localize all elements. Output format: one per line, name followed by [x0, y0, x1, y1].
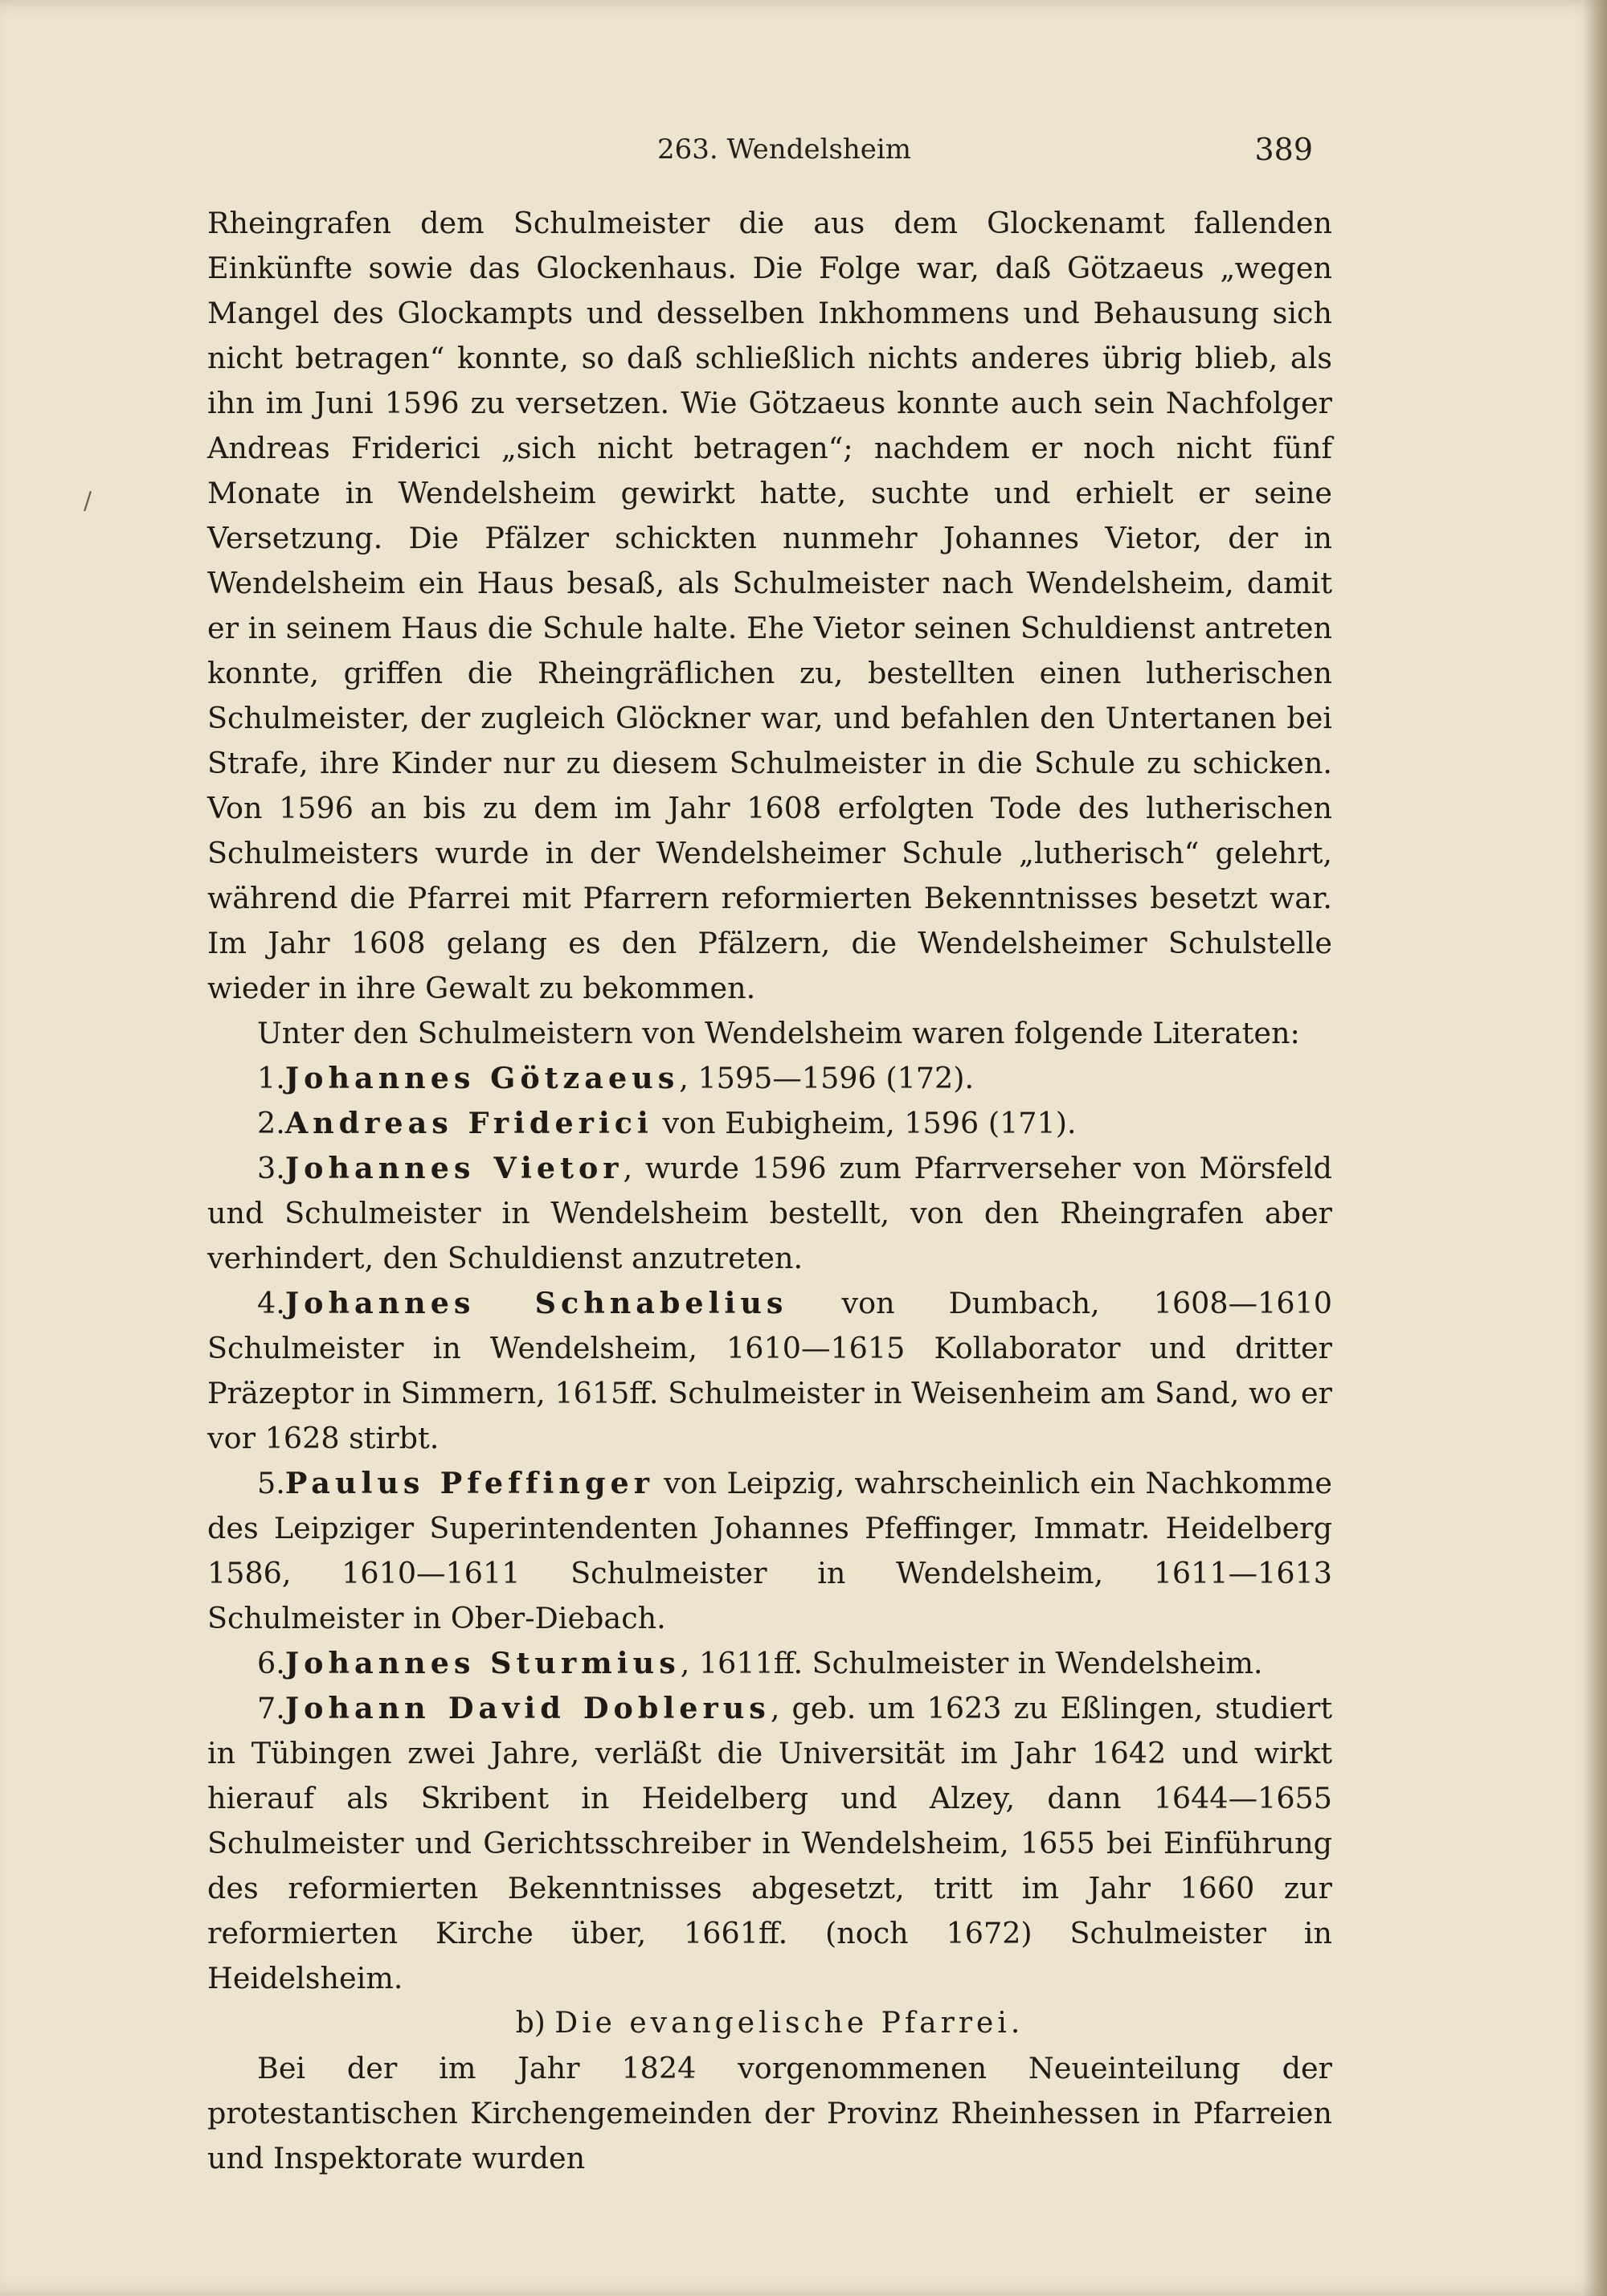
person-name: Johann David Doblerus — [284, 1691, 771, 1725]
person-name: Paulus Pfeffinger — [284, 1466, 654, 1500]
page-number: 389 — [1254, 132, 1313, 167]
person-name: Andreas Friderici — [284, 1106, 653, 1140]
section-heading — [207, 2001, 1332, 2046]
margin-mark: / — [84, 487, 92, 515]
paragraph-3: Bei der im Jahr 1824 vorgenommenen Neueinteilung der protestantischen Kirchengemeinden der Provinz Rheinhessen in Pfarreien und Inspektorate wurden — [207, 2051, 1332, 2175]
person-name: Johannes Vietor — [284, 1151, 624, 1185]
section-label: b) — [515, 2007, 546, 2040]
body-text — [207, 201, 1332, 2181]
section-title: Die evangelische Pfarrei. — [554, 2007, 1024, 2040]
person-name: Johannes Sturmius — [284, 1646, 681, 1680]
list-item: 5.Paulus Pfeffinger von Leipzig, wahrscheinlich ein Nachkomme des Leipziger Superintendenten Johannes Pfeffinger, Immatr. Heidelberg 1586, 1610—1611 Schulmeister in Wendelsheim, 1611—1613 Schulmeister in Ober-Diebach. — [207, 1466, 1332, 1635]
running-header — [207, 127, 1332, 175]
list-item: 2.Andreas Friderici von Eubigheim, 1596 (171). — [257, 1106, 1077, 1140]
person-name: Johannes Schnabelius — [284, 1286, 788, 1320]
list-item: 3.Johannes Vietor, wurde 1596 zum Pfarrverseher von Mörsfeld und Schulmeister in Wendelsheim bestellt, von den Rheingrafen aber verhindert, den Schuldienst anzutreten. — [207, 1151, 1333, 1275]
list-item: 7.Johann David Doblerus, geb. um 1623 zu Eßlingen, studiert in Tübingen zwei Jahre, verläßt die Universität im Jahr 1642 und wirkt hierauf als Skribent in Heidelberg und Alzey, dann 1644—1655 Schulmeister und Gerichtsschreiber in Wendelsheim, 1655 bei Einführung des reformierten Bekenntnisses abgesetzt, tritt im Jahr 1660 zur reformierten Kirche über, 1661ff. (noch 1672) Schulmeister in Heidelsheim. — [207, 1691, 1332, 1995]
list-item: 6.Johannes Sturmius, 1611ff. Schulmeister in Wendelsheim. — [257, 1646, 1263, 1680]
person-name: Johannes Götzaeus — [284, 1061, 680, 1095]
list-item: 4.Johannes Schnabelius von Dumbach, 1608—1610 Schulmeister in Wendelsheim, 1610—1615 Kollaborator und dritter Präzeptor in Simmern, 1615ff. Schulmeister in Weisenheim am Sand, wo er vor 1628 stirbt. — [207, 1286, 1332, 1455]
paragraph-2: Unter den Schulmeistern von Wendelsheim waren folgende Literaten: — [257, 1016, 1300, 1050]
list-item: 1.Johannes Götzaeus, 1595—1596 (172). — [257, 1061, 975, 1095]
page-edge-shadow — [1583, 0, 1607, 2296]
running-title: 263. Wendelsheim — [657, 133, 912, 166]
paragraph-1: Rheingrafen dem Schulmeister die aus dem Glockenamt fallenden Einkünfte sowie das Glockenhaus. Die Folge war, daß Götzaeus „wegen Mangel des Glockampts und desselben Inkhommens und Behausung sich nicht betragen“ konnte, so daß schließlich nichts anderes übrig blieb, als ihn im Juni 1596 zu versetzen. Wie Götzaeus konnte auch sein Nachfolger Andreas Friderici „sich nicht betragen“; nachdem er noch nicht fünf Monate in Wendelsheim gewirkt hatte, suchte und erhielt er seine Versetzung. Die Pfälzer schickten nunmehr Johannes Vietor, der in Wendelsheim ein Haus besaß, als Schulmeister nach Wendelsheim, damit er in seinem Haus die Schule halte. Ehe Vietor seinen Schuldienst antreten konnte, griffen die Rheingräflichen zu, bestellten einen lutherischen Schulmeister, der zugleich Glöckner war, und befahlen den Untertanen bei Strafe, ihre Kinder nur zu diesem Schulmeister in die Schule zu schicken. Von 1596 an bis zu dem im Jahr 1608 erfolgten Tode des lutherischen Schulmeisters wurde in der Wendelsheimer Schule „lutherisch“ gelehrt, während die Pfarrei mit Pfarrern reformierten Bekenntnisses besetzt war. Im Jahr 1608 gelang es den Pfälzern, die Wendelsheimer Schulstelle wieder in ihre Gewalt zu bekommen. — [207, 206, 1332, 1005]
